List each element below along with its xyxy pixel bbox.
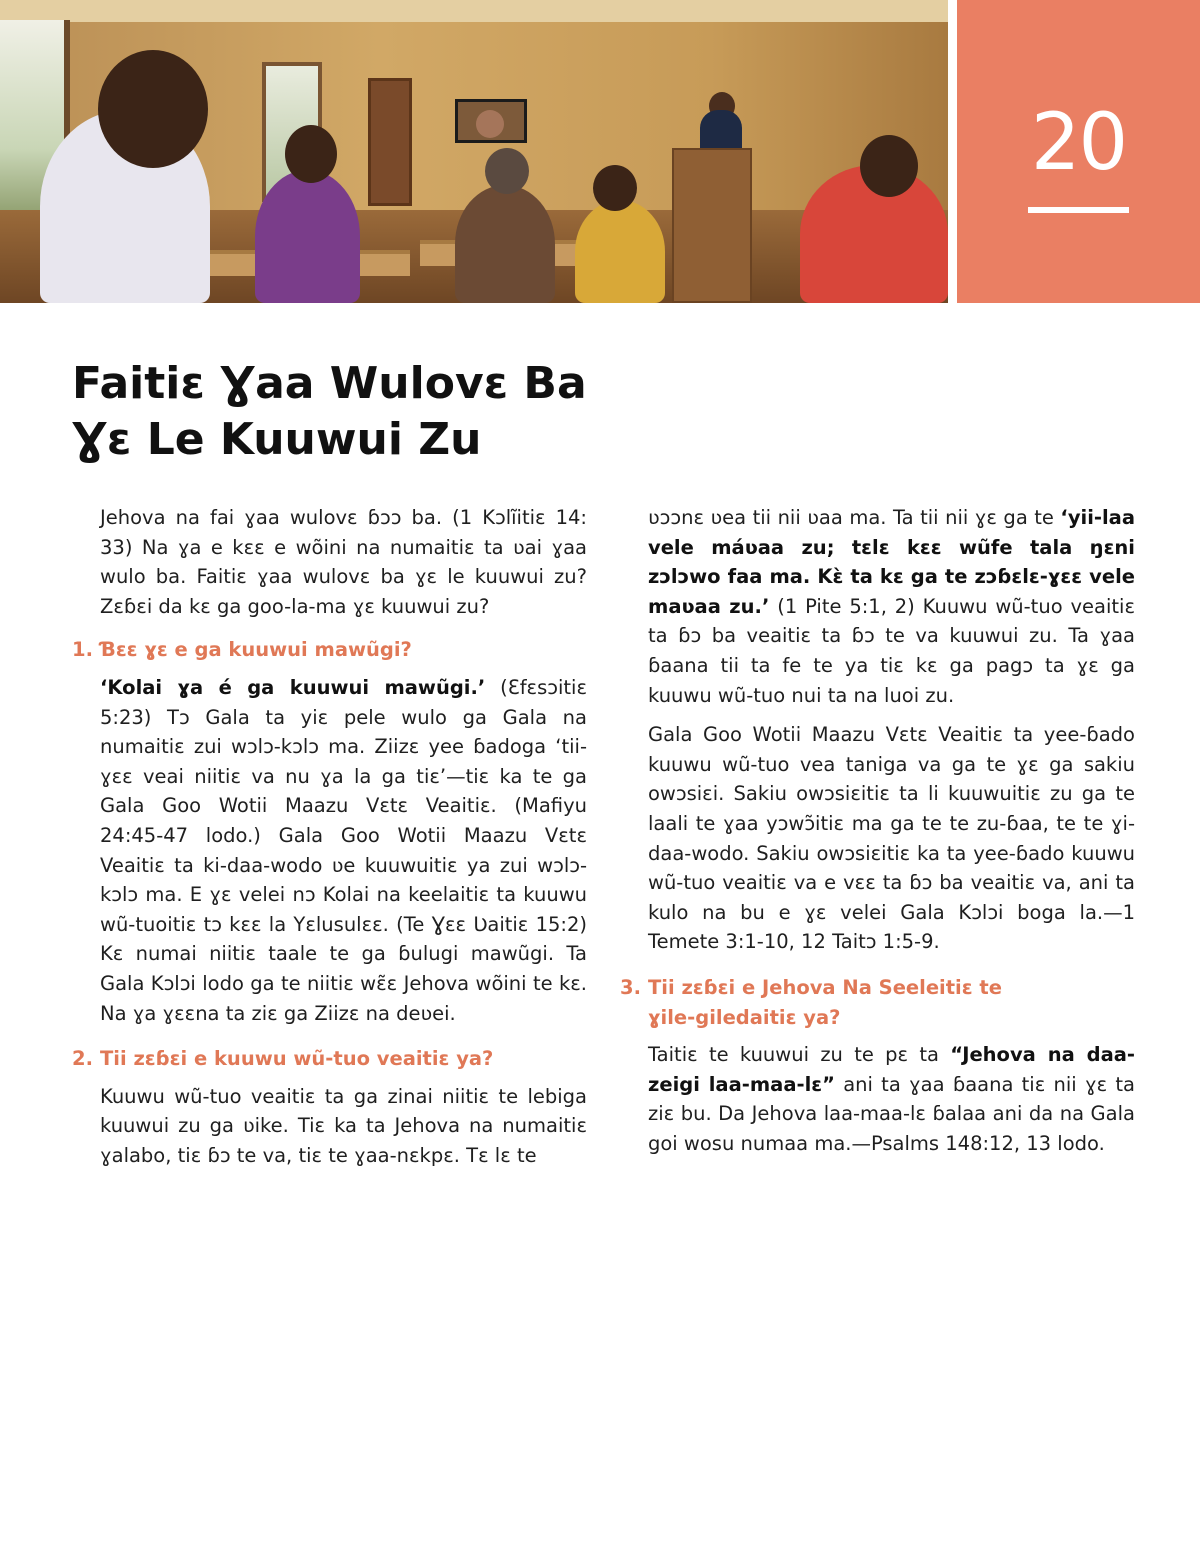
intro-paragraph: Jehova na fai ɣaa wulovɛ ɓɔɔ ba. (1 Kɔlĩitiɛ 14: 33) Na ɣa e kɛɛ e wõini na numaitiɛ ta ʋai ɣaa wulo ba. Faitiɛ ɣaa wulovɛ ba ɣɛ le kuuwui zu? Zɛɓɛi da kɛ ga goo-la-ma ɣɛ kuuwui zu? (100, 506, 587, 618)
question-1-heading (72, 635, 587, 665)
question-text: Ɓɛɛ ɣɛ e ga kuuwui mawũgi? (100, 638, 412, 662)
chapter-number: 20 (1030, 98, 1127, 188)
chapter-underline (1028, 207, 1129, 213)
lesson-title-line-1: Faitiɛ Ɣaa Wulovɛ Ba (72, 358, 587, 409)
question-3-heading (620, 973, 1135, 1032)
header-photo (0, 0, 948, 303)
answer-text: ani ta ɣaa ɓaana tiɛ nii ɣɛ ta ziɛ bu. Da Jehova laa-maa-lɛ ɓalaa ani da na Gala goi wosu numaa ma.—Psalms 148:12, 13 lodo. (648, 1072, 1135, 1155)
scripture-quote: ‘yii-laa vele máʋaa zu; tɛlɛ kɛɛ wũfe tala ŋɛni zɔlɔwo faa ma. Kɛ̀ ta kɛ ga te zɔɓɛlɛ-ɣɛɛ vele maʋaa zu.’ (648, 506, 1135, 618)
right-column (620, 503, 1135, 1158)
podium (672, 148, 752, 303)
question-text (648, 973, 1135, 1032)
audience-member (575, 200, 665, 303)
audience-head (285, 125, 337, 183)
question-text: Tii zɛɓɛi e kuuwu wũ-tuo veaitiɛ ya? (100, 1047, 494, 1071)
question-2-heading (72, 1044, 587, 1074)
audience-head (98, 50, 208, 168)
question-number: 2. (72, 1047, 93, 1071)
question-2-paragraph-2: Gala Goo Wotii Maazu Vɛtɛ Veaitiɛ ta yee-ɓado kuuwu wũ-tuo vea taniga va ga te ɣɛ ga sakiu owɔsiɛi. Sakiu owɔsiɛitiɛ ta li kuuwuitiɛ zu ga te laali te ɣaa yɔwɔ̃itiɛ ma ga te te zu-ɓaa, te te ɣi-daa-wodo. Sakiu owɔsiɛitiɛ ka ta yee-ɓado kuuwu wũ-tuo veaitiɛ va e vɛɛ ta ɓɔ ba veaitiɛ va, ani ta kulo na bu e ɣɛ velei Gala Kɔlɔi boga la.—1 Temete 3:1-10, 12 Taitɔ 1:5-9. (648, 723, 1135, 954)
answer-text: (1 Pite 5:1, 2) Kuuwu wũ-tuo veaitiɛ ta ɓɔ ba veaitiɛ ta ɓɔ te va kuuwui zu. Ta ɣaa ɓaana tii ta fe te ya tiɛ kɛ ga pagɔ ta ɣɛ ga kuuwu wũ-tuo nui ta na luoi zu. (648, 594, 1135, 707)
ceiling (0, 0, 948, 22)
question-1-answer (72, 673, 587, 1028)
left-column (72, 503, 587, 1170)
video-screen (455, 99, 527, 143)
question-3-answer (620, 1040, 1135, 1158)
audience-head (485, 148, 529, 194)
question-text-line-2: ɣile-giledaitiɛ ya? (648, 1005, 841, 1029)
audience-head (593, 165, 637, 211)
scripture-quote: ‘Kolai ɣa é ga kuuwui mawũgi.’ (100, 675, 486, 699)
question-text-line-1: Tii zɛɓɛi e Jehova Na Seeleitiɛ te (648, 975, 1002, 999)
question-2-answer: Kuuwu wũ-tuo veaitiɛ ta ga zinai niitiɛ te lebiga kuuwui zu ga ʋike. Tiɛ ka ta Jehova na numaitiɛ ɣalabo, tiɛ ɓɔ te va, tiɛ te ɣaa-nɛkpɛ. Tɛ lɛ te (100, 1084, 587, 1167)
lesson-title (72, 356, 672, 468)
audience-member (455, 185, 555, 303)
answer-text: Taitiɛ te kuuwui zu te pɛ ta (648, 1043, 951, 1067)
door (368, 78, 412, 206)
chapter-number-box (957, 0, 1200, 303)
question-number: 1. (72, 638, 93, 662)
lesson-title-line-2: Ɣɛ Le Kuuwui Zu (72, 414, 482, 465)
audience-member (255, 170, 360, 303)
question-number: 3. (620, 975, 641, 999)
answer-text: (Ɛfɛsɔitiɛ 5:23) Tɔ Gala ta yiɛ pele wulo ga Gala na numaitiɛ zui wɔlɔ-kɔlɔ ma. Ziizɛ yee ɓadoga ‘tii-ɣɛɛ veai niitiɛ va nu ɣa la ga tiɛ’—tiɛ ka te ga Gala Goo Wotii Maazu Vɛtɛ Veaitiɛ. (Mafiyu 24:45-47 lodo.) Gala Goo Wotii Maazu Vɛtɛ Veaitiɛ ta ki-daa-wodo ʋe kuuwuitiɛ ya zui wɔlɔ-kɔlɔ ma. E ɣɛ velei nɔ Kolai na keelaitiɛ ta kuuwu wũ-tuoitiɛ tɔ kɛɛ la Yɛlusulɛɛ. (Te Ɣɛɛ Ʋaitiɛ 15:2) Kɛ numai niitiɛ taale te ga ɓulugi mawũgi. Ta Gala Kɔlɔi lodo ga te niitiɛ wɛ̃ɛ Jehova wõini te kɛ. Na ɣa ɣɛɛna ta ziɛ ga Ziizɛ na deʋei. (100, 675, 587, 1025)
scripture-quote: “Jehova na daa-zeigi laa-maa-lɛ” (648, 1043, 1135, 1096)
audience-head (860, 135, 918, 197)
answer-text: ʋɔɔnɛ ʋea tii nii ʋaa ma. Ta tii nii ɣɛ ga te (648, 506, 1061, 529)
question-2-answer-continued (620, 503, 1135, 710)
